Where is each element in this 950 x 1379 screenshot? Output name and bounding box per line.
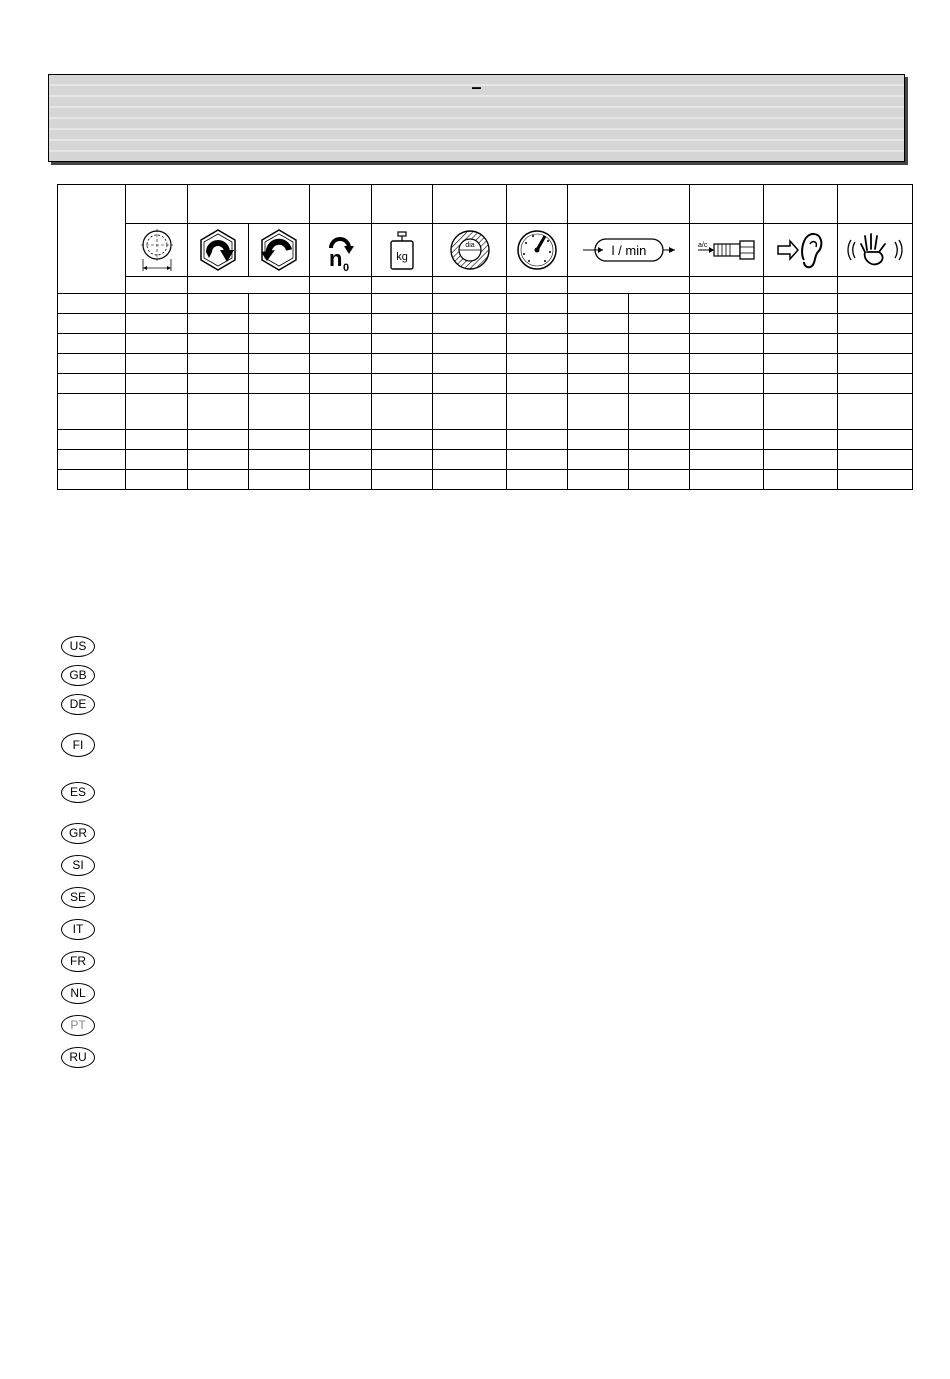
- no-load-speed-icon: [323, 228, 359, 272]
- table-cell: [568, 314, 629, 334]
- table-cell: [838, 314, 913, 334]
- table-cell: [629, 430, 690, 450]
- table-cell: [433, 470, 507, 490]
- table-cell: [764, 470, 838, 490]
- document-header-band: [48, 74, 905, 162]
- language-badge-de: DE: [61, 694, 95, 715]
- table-cell: [310, 450, 372, 470]
- table-row: [58, 450, 913, 470]
- table-cell: [690, 334, 764, 354]
- table-cell: [764, 314, 838, 334]
- table-cell: [372, 294, 433, 314]
- table-cell: [188, 430, 249, 450]
- pressure-gauge-icon: [515, 228, 559, 272]
- table-row: [58, 374, 913, 394]
- table-cell: [507, 470, 568, 490]
- table-cell: [568, 430, 629, 450]
- air-consumption-icon: [581, 235, 677, 265]
- table-cell: [690, 450, 764, 470]
- table-cell: [372, 430, 433, 450]
- table-cell: [433, 450, 507, 470]
- table-cell: [507, 450, 568, 470]
- table-cell: [188, 294, 249, 314]
- table-cell: [372, 394, 433, 430]
- table-cell: [126, 294, 188, 314]
- table-cell: [507, 354, 568, 374]
- language-badge-es: ES: [61, 782, 95, 803]
- language-badge-se: SE: [61, 887, 95, 908]
- specifications-table: [57, 184, 913, 490]
- table-cell: [629, 334, 690, 354]
- table-body: [58, 294, 913, 490]
- table-cell: [372, 354, 433, 374]
- table-cell: [372, 374, 433, 394]
- table-cell: [188, 470, 249, 490]
- table-cell: [568, 334, 629, 354]
- table-row: [58, 394, 913, 430]
- table-cell: [568, 470, 629, 490]
- table-cell: [629, 354, 690, 374]
- language-list: [61, 0, 121, 1100]
- table-cell: [249, 470, 310, 490]
- table-cell: [433, 394, 507, 430]
- table-cell: [126, 450, 188, 470]
- table-cell: [568, 294, 629, 314]
- table-row: [58, 334, 913, 354]
- table-cell: [310, 354, 372, 374]
- table-cell: [249, 314, 310, 334]
- clockwise-rotation-icon: [196, 228, 240, 272]
- table-cell: [568, 450, 629, 470]
- table-cell: [249, 430, 310, 450]
- table-cell: [249, 394, 310, 430]
- table-cell: [433, 354, 507, 374]
- table-cell: [629, 450, 690, 470]
- table-cell: [310, 430, 372, 450]
- table-cell: [690, 394, 764, 430]
- table-cell: [838, 374, 913, 394]
- table-cell: [310, 394, 372, 430]
- table-cell: [690, 294, 764, 314]
- table-cell: [249, 450, 310, 470]
- table-row: [58, 430, 913, 450]
- table-icon-row: [58, 224, 913, 277]
- table-cell: [629, 394, 690, 430]
- language-badge-fi: FI: [61, 733, 95, 757]
- weight-kg-icon: [387, 228, 417, 272]
- table-cell: [507, 314, 568, 334]
- table-cell: [126, 394, 188, 430]
- language-badge-pt: PT: [61, 1015, 95, 1036]
- table-cell: [764, 450, 838, 470]
- table-cell: [372, 450, 433, 470]
- table-cell: [838, 430, 913, 450]
- language-badge-si: SI: [61, 855, 95, 876]
- table-row: [58, 354, 913, 374]
- svg-text:kg: kg: [396, 251, 408, 263]
- table-cell: [568, 374, 629, 394]
- table-cell: [838, 450, 913, 470]
- table-cell: [507, 430, 568, 450]
- table-cell: [690, 314, 764, 334]
- table-cell: [188, 374, 249, 394]
- table-cell: [188, 394, 249, 430]
- table-cell: [507, 334, 568, 354]
- table-row: [58, 314, 913, 334]
- table-cell: [249, 334, 310, 354]
- table-cell: [764, 294, 838, 314]
- table-row: [58, 294, 913, 314]
- table-cell: [629, 374, 690, 394]
- table-cell: [433, 430, 507, 450]
- table-cell: [310, 294, 372, 314]
- language-badge-gb: GB: [61, 665, 95, 686]
- table-cell: [188, 354, 249, 374]
- table-cell: [249, 354, 310, 374]
- language-badge-gr: GR: [61, 823, 95, 844]
- table-cell: [507, 294, 568, 314]
- table-cell: [629, 470, 690, 490]
- language-badge-ru: RU: [61, 1047, 95, 1068]
- table-cell: [188, 314, 249, 334]
- table-cell: [838, 334, 913, 354]
- table-cell: [764, 354, 838, 374]
- table-cell: [310, 334, 372, 354]
- table-unit-row: [58, 277, 913, 294]
- table-cell: [690, 354, 764, 374]
- svg-text:n: n: [328, 246, 342, 271]
- noise-ear-icon: [776, 230, 826, 270]
- table-cell: [838, 294, 913, 314]
- air-inlet-fitting-icon: [696, 235, 758, 265]
- table-cell: [126, 430, 188, 450]
- table-cell: [126, 470, 188, 490]
- table-cell: [126, 354, 188, 374]
- table-row: [58, 470, 913, 490]
- table-cell: [690, 374, 764, 394]
- language-badge-nl: NL: [61, 983, 95, 1004]
- language-badge-fr: FR: [61, 951, 95, 972]
- table-cell: [249, 374, 310, 394]
- table-header-row: [58, 185, 913, 224]
- hose-diameter-icon: [448, 228, 492, 272]
- table-cell: [629, 294, 690, 314]
- svg-text:a/c: a/c: [697, 242, 707, 249]
- table-cell: [433, 374, 507, 394]
- vibration-hand-icon: [845, 230, 905, 270]
- table-cell: [310, 374, 372, 394]
- table-cell: [764, 334, 838, 354]
- table-cell: [764, 394, 838, 430]
- table-cell: [372, 314, 433, 334]
- table-cell: [568, 354, 629, 374]
- table-cell: [188, 334, 249, 354]
- table-cell: [838, 394, 913, 430]
- header-title: –: [471, 77, 482, 97]
- table-cell: [507, 374, 568, 394]
- counterclockwise-rotation-icon: [257, 228, 301, 272]
- table-cell: [764, 374, 838, 394]
- table-cell: [764, 430, 838, 450]
- svg-text:l / min: l / min: [611, 243, 646, 258]
- table-cell: [249, 294, 310, 314]
- table-cell: [433, 314, 507, 334]
- svg-text:0: 0: [342, 262, 349, 272]
- table-cell: [310, 470, 372, 490]
- table-cell: [310, 314, 372, 334]
- table-cell: [838, 354, 913, 374]
- svg-text:dia: dia: [464, 242, 475, 249]
- table-cell: [690, 470, 764, 490]
- table-cell: [126, 374, 188, 394]
- language-badge-it: IT: [61, 919, 95, 940]
- language-badge-us: US: [61, 636, 95, 657]
- table-cell: [690, 430, 764, 450]
- hole-diameter-icon: [137, 227, 177, 273]
- table-cell: [838, 470, 913, 490]
- table-cell: [188, 450, 249, 470]
- table-cell: [568, 394, 629, 430]
- table-cell: [629, 314, 690, 334]
- table-cell: [126, 314, 188, 334]
- table-cell: [126, 334, 188, 354]
- table-cell: [372, 470, 433, 490]
- table-cell: [433, 294, 507, 314]
- table-cell: [507, 394, 568, 430]
- table-cell: [433, 334, 507, 354]
- table-cell: [372, 334, 433, 354]
